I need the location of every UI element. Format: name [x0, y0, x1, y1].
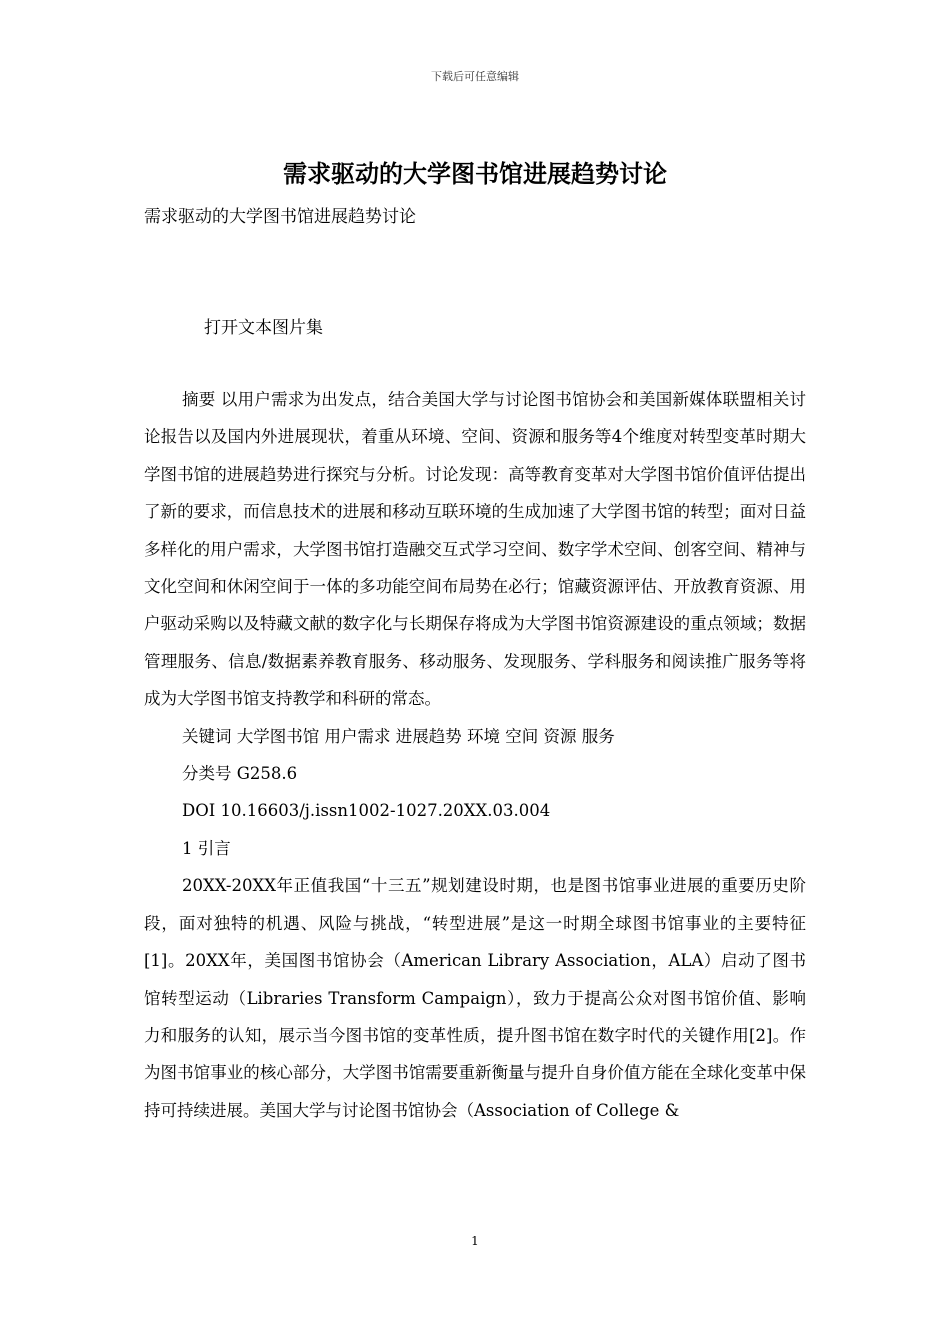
classification-line: 分类号 G258.6 — [182, 764, 298, 784]
abstract-paragraph: 摘要 以用户需求为出发点，结合美国大学与讨论图书馆协会和美国新媒体联盟相关讨论报告以及国内外进展现状，着重从环境、空间、资源和服务等4个维度对转型变革时期大学图书馆的进展趋势进行探究与分析。讨论发现：高等教育变革对大学图书馆价值评估提出了新的要求，而信息技术的进展和移动互联环境的生成加速了大学图书馆的转型；面对日益多样化的用户需求，大学图书馆打造融交互式学习空间、数字学术空间、创客空间、精神与文化空间和休闲空间于一体的多功能空间布局势在必行；馆藏资源评估、开放教育资源、用户驱动采购以及特藏文献的数字化与长期保存将成为大学图书馆资源建设的重点领域；数据管理服务、信息/数据素养教育服务、移动服务、发现服务、学科服务和阅读推广服务等将成为大学图书馆支持教学和科研的常态。 — [144, 390, 806, 709]
doi-line: DOI 10.16603/j.issn1002-1027.20XX.03.004 — [182, 801, 551, 821]
document-title: 需求驱动的大学图书馆进展趋势讨论 — [283, 159, 667, 188]
header-note: 下载后可任意编辑 — [431, 70, 519, 83]
document-subtitle: 需求驱动的大学图书馆进展趋势讨论 — [144, 207, 416, 227]
intro-paragraph: 20XX-20XX年正值我国“十三五”规划建设时期，也是图书馆事业进展的重要历史阶段，面对独特的机遇、风险与挑战，“转型进展”是这一时期全球图书馆事业的主要特征[1]。20XX年，美国图书馆协会（American Library Association，ALA）启动了图书馆转型运动（Libraries Transform Campaign），致力于提高公众对图书馆价值、影响力和服务的认知，展示当今图书馆的变革性质，提升图书馆在数字时代的关键作用[2]。作为图书馆事业的核心部分，大学图书馆需要重新衡量与提升自身价值方能在全球化变革中保持可持续进展。美国大学与讨论图书馆协会（Association of College & — [144, 876, 806, 1120]
page-number: 1 — [471, 1234, 479, 1248]
section-heading: 1 引言 — [182, 838, 231, 858]
keywords-line: 关键词 大学图书馆 用户需求 进展趋势 环境 空间 资源 服务 — [182, 726, 615, 746]
open-image-gallery-link[interactable]: 打开文本图片集 — [204, 318, 323, 338]
document-body — [144, 381, 806, 1129]
